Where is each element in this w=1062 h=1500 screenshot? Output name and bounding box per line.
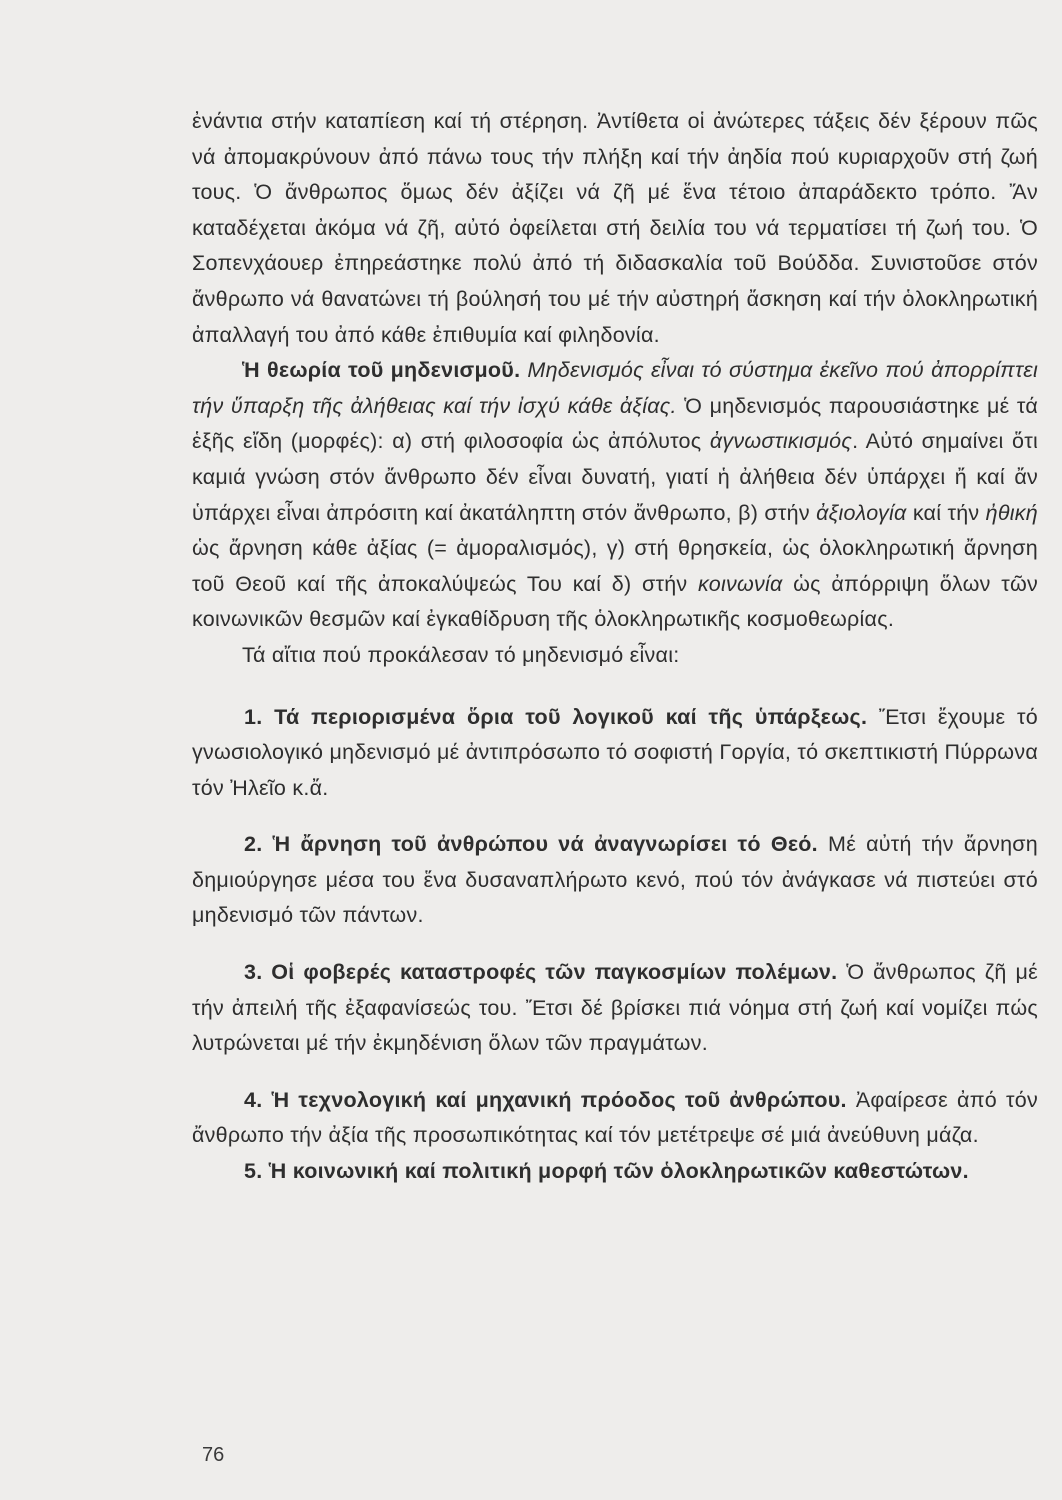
paragraph-schopenhauer: ἐνάντια στήν καταπίεση καί τή στέρηση. Ἀντίθετα οἱ ἀνώτερες τάξεις δέν ξέρουν πῶς νά ἀπομακρύνουν ἀπό πάνω τους τήν πλήξη καί τήν ἀηδία πού κυριαρχοῦν στή ζωή τους. Ὁ ἄνθρωπος ὅμως δέν ἀξίζει νά ζῆ μέ ἕνα τέτοιο ἀπαράδεκτο τρόπο. Ἄν καταδέχεται ἀκόμα νά ζῆ, αὐτό ὀφείλεται στή δειλία του νά τερματίσει τή ζωή του. Ὁ Σοπενχάουερ ἐπηρεάστηκε πολύ ἀπό τή διδασκαλία τοῦ Βούδδα. Συνιστοῦσε στόν ἄνθρωπο νά θανατώνει τή βούλησή του μέ τήν αὐστηρή ἄσκηση καί τήν ὁλοκληρωτική ἀπαλλαγή του ἀπό κάθε ἐπιθυμία καί φιληδονία.	[192, 109, 1038, 347]
term-society: κοινωνία	[698, 571, 783, 596]
cause-text: Μέ αὐτή τήν ἄρνηση δημιούργησε μέσα του ἕνα δυσαναπλήρωτο κενό, πού τόν ἀνάγκασε νά πιστεύει στό μηδενισμό τῶν πάντων.	[192, 832, 1038, 928]
definition-text: Μηδενισμός εἶναι τό σύστημα ἐκεῖνο πού ἀπορρίπτει τήν ὕπαρξη τῆς ἀλήθειας καί τήν ἰσχύ κάθε ἀξίας.	[192, 358, 1038, 418]
cause-item	[192, 1083, 1038, 1154]
section-heading: Ἡ θεωρία τοῦ μηδενισμοῦ.	[242, 358, 521, 383]
cause-item	[192, 1154, 1038, 1190]
body-text	[192, 104, 1038, 1190]
cause-title: 4. Ἡ τεχνολογική καί μηχανική πρόοδος τοῦ ἀνθρώπου.	[244, 1087, 847, 1112]
term-axiology: ἀξιολογία	[816, 500, 907, 525]
cause-title: 2. Ἡ ἄρνηση τοῦ ἀνθρώπου νά ἀναγνωρίσει τό Θεό.	[244, 832, 818, 857]
page-number: 76	[202, 1444, 225, 1466]
cause-text: Ἀφαίρεσε ἀπό τόν ἄνθρωπο τήν ἀξία τῆς προσωπικότητας καί τόν μετέτρεψε σέ μιά ἀνεύθυνη μάζα.	[192, 1087, 1038, 1148]
cause-title: 3. Οἱ φοβερές καταστροφές τῶν παγκοσμίων πολέμων.	[244, 960, 838, 985]
cause-title: 5. Ἡ κοινωνική καί πολιτική μορφή τῶν ὁλοκληρωτικῶν καθεστώτων.	[244, 1159, 969, 1184]
cause-item	[192, 955, 1038, 1062]
cause-text: Ἔτσι ἔχουμε τό γνωσιολογικό μηδενισμό μέ ἀντιπρόσωπο τό σοφιστή Γοργία, τό σκεπτικιστή Πύρρωνα τόν Ἠλεῖο κ.ἄ.	[192, 704, 1038, 800]
cause-item	[192, 827, 1038, 934]
cause-item	[192, 700, 1038, 807]
cause-title: 1. Τά περιορισμένα ὅρια τοῦ λογικοῦ καί τῆς ὑπάρξεως.	[244, 704, 868, 729]
paragraph-nihilism-definition: Ἡ θεωρία τοῦ μηδενισμοῦ. Μηδενισμός εἶναι τό σύστημα ἐκεῖνο πού ἀπορρίπτει τήν ὕπαρξη τῆς ἀλήθειας καί τήν ἰσχύ κάθε ἀξίας. Ὁ μηδενισμός παρουσιάστηκε μέ τά ἑξῆς εἴδη (μορφές): α) στή φιλοσοφία ὡς ἀπόλυτος ἀγνωστικισμός. Αὐτό σημαίνει ὅτι καμιά γνώση στόν ἄνθρωπο δέν εἶναι δυνατή, γιατί ἡ ἀλήθεια δέν ὑπάρχει ἤ καί ἄν ὑπάρχει εἶναι ἀπρόσιτη καί ἀκατάληπτη στόν ἄνθρωπο, β) στήν ἀξιολογία καί τήν ἠθική ὡς ἄρνηση κάθε ἀξίας (= ἀμοραλισμός), γ) στή θρησκεία, ὡς ὁλοκληρωτική ἄρνηση τοῦ Θεοῦ καί τῆς ἀποκαλύψεώς Του καί δ) στήν κοινωνία ὡς ἀπόρριψη ὅλων τῶν κοινωνικῶν θεσμῶν καί ἐγκαθίδρυση τῆς ὁλοκληρωτικῆς κοσμοθεωρίας.	[192, 358, 1039, 632]
paragraph-causes-intro: Τά αἴτια πού προκάλεσαν τό μηδενισμό εἶναι:	[242, 642, 680, 667]
term-ethics: ἠθική	[985, 500, 1038, 525]
term-agnosticism: ἀγνωστικισμός	[709, 429, 853, 454]
cause-text: Ὁ ἄνθρωπος ζῆ μέ τήν ἀπειλή τῆς ἐξαφανίσεώς του. Ἔτσι δέ βρίσκει πιά νόημα στή ζωή καί νομίζει πώς λυτρώνεται μέ τήν ἐκμηδένιση ὅλων τῶν πραγμάτων.	[192, 960, 1038, 1056]
